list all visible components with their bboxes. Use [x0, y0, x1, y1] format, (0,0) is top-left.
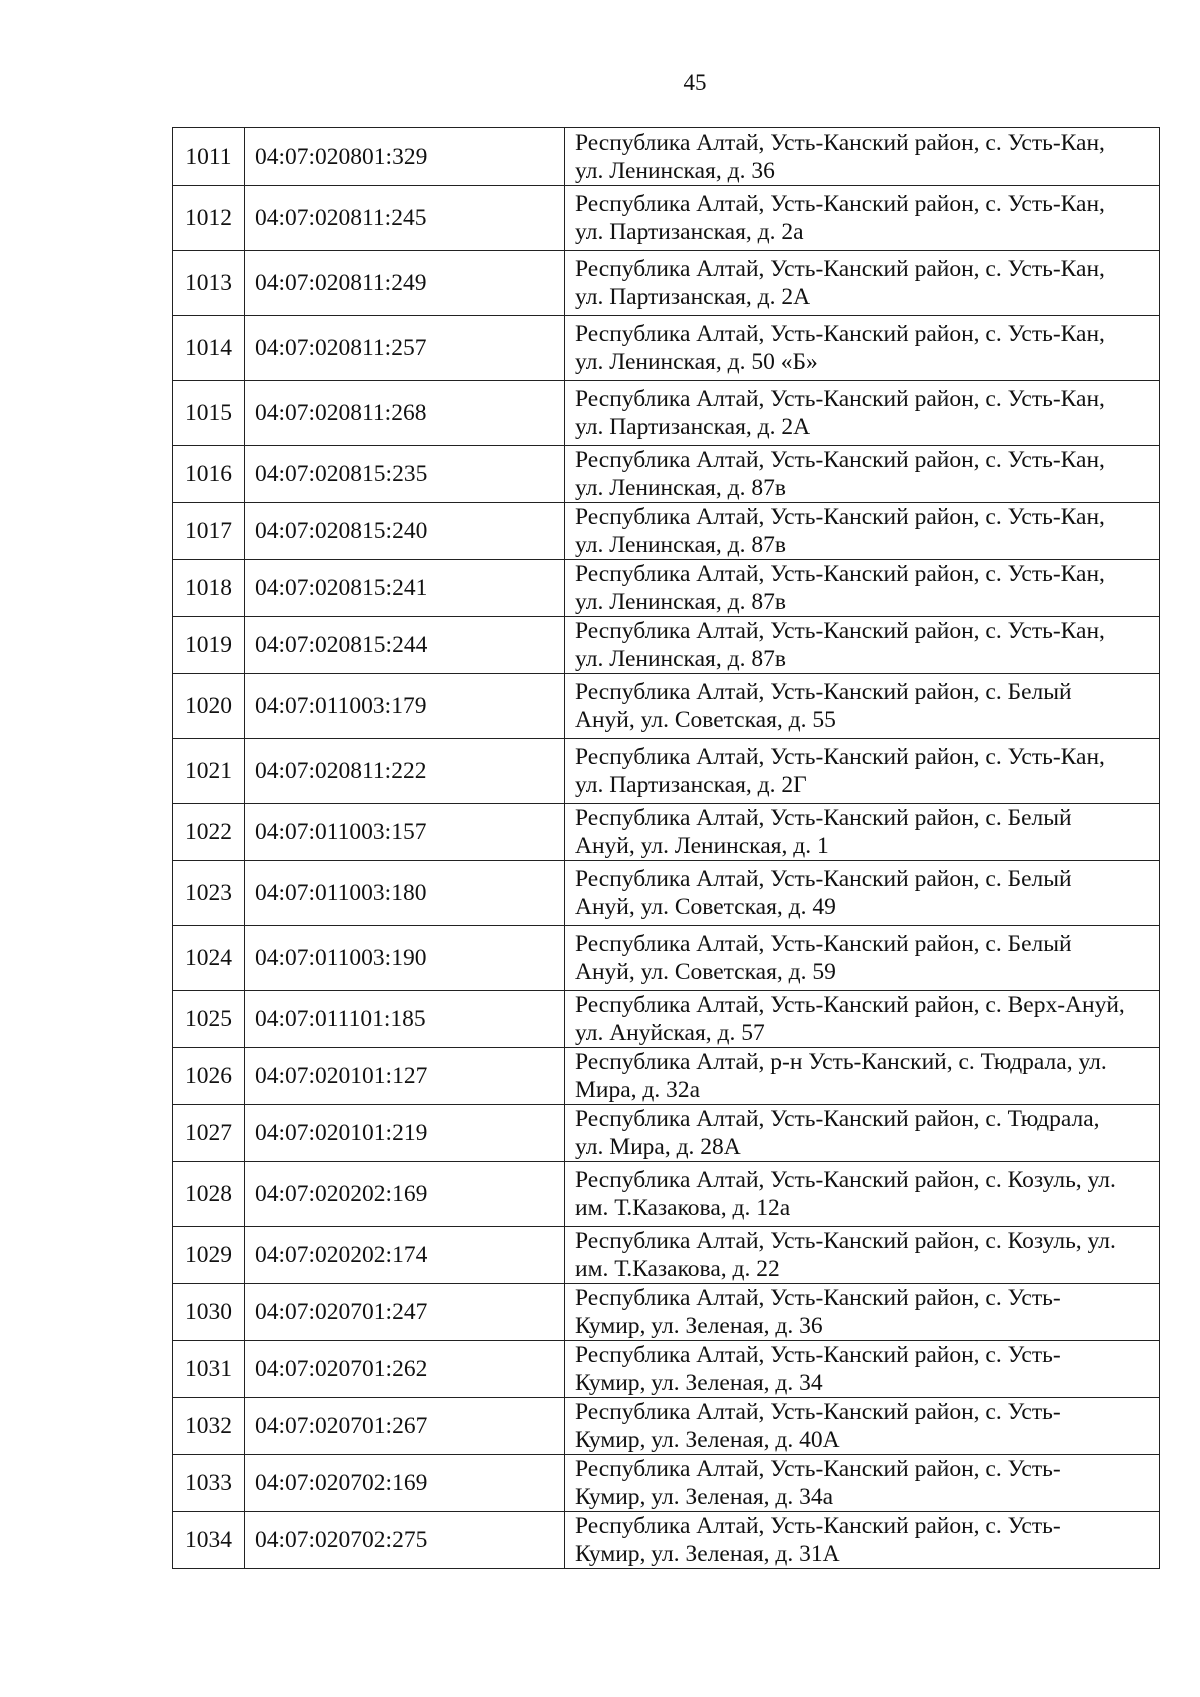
table-row [173, 251, 1160, 316]
registry-table [172, 127, 1160, 1569]
table-row [173, 739, 1160, 804]
cadastral-number-cell: 04:07:020702:169 [245, 1455, 565, 1512]
row-number-cell: 1033 [173, 1455, 245, 1512]
cadastral-number-cell: 04:07:020811:268 [245, 381, 565, 446]
cadastral-number-cell: 04:07:020701:262 [245, 1341, 565, 1398]
table-row [173, 1227, 1160, 1284]
cadastral-number-cell: 04:07:020202:169 [245, 1162, 565, 1227]
row-number-cell: 1034 [173, 1512, 245, 1569]
address-cell: Республика Алтай, Усть-Канский район, с. Усть- Кумир, ул. Зеленая, д. 34 [565, 1341, 1160, 1398]
table-row [173, 1105, 1160, 1162]
table-row [173, 446, 1160, 503]
row-number-cell: 1024 [173, 926, 245, 991]
address-cell: Республика Алтай, Усть-Канский район, с. Усть- Кумир, ул. Зеленая, д. 34а [565, 1455, 1160, 1512]
address-cell: Республика Алтай, Усть-Канский район, с. Белый Ануй, ул. Советская, д. 55 [565, 674, 1160, 739]
address-cell: Республика Алтай, Усть-Канский район, с. Усть-Кан, ул. Ленинская, д. 87в [565, 446, 1160, 503]
table-row [173, 804, 1160, 861]
cadastral-number-cell: 04:07:020815:244 [245, 617, 565, 674]
table-row [173, 1512, 1160, 1569]
table-row [173, 1455, 1160, 1512]
address-cell: Республика Алтай, Усть-Канский район, с. Усть-Кан, ул. Ленинская, д. 50 «Б» [565, 316, 1160, 381]
cadastral-number-cell: 04:07:020811:245 [245, 186, 565, 251]
row-number-cell: 1026 [173, 1048, 245, 1105]
address-cell: Республика Алтай, Усть-Канский район, с. Верх-Ануй, ул. Ануйская, д. 57 [565, 991, 1160, 1048]
row-number-cell: 1029 [173, 1227, 245, 1284]
table-row [173, 674, 1160, 739]
table-row [173, 128, 1160, 186]
cadastral-number-cell: 04:07:020811:249 [245, 251, 565, 316]
address-cell: Республика Алтай, Усть-Канский район, с. Усть-Кан, ул. Ленинская, д. 36 [565, 128, 1160, 186]
table-row [173, 1162, 1160, 1227]
row-number-cell: 1015 [173, 381, 245, 446]
row-number-cell: 1017 [173, 503, 245, 560]
cadastral-number-cell: 04:07:011003:180 [245, 861, 565, 926]
row-number-cell: 1018 [173, 560, 245, 617]
cadastral-number-cell: 04:07:011101:185 [245, 991, 565, 1048]
cadastral-number-cell: 04:07:011003:190 [245, 926, 565, 991]
address-cell: Республика Алтай, Усть-Канский район, с. Усть-Кан, ул. Ленинская, д. 87в [565, 503, 1160, 560]
cadastral-number-cell: 04:07:020701:247 [245, 1284, 565, 1341]
row-number-cell: 1025 [173, 991, 245, 1048]
address-cell: Республика Алтай, Усть-Канский район, с. Усть-Кан, ул. Партизанская, д. 2а [565, 186, 1160, 251]
address-cell: Республика Алтай, Усть-Канский район, с. Усть-Кан, ул. Партизанская, д. 2А [565, 381, 1160, 446]
table-row [173, 1341, 1160, 1398]
table-row [173, 861, 1160, 926]
cadastral-number-cell: 04:07:020811:222 [245, 739, 565, 804]
cadastral-number-cell: 04:07:020101:219 [245, 1105, 565, 1162]
table-row [173, 926, 1160, 991]
row-number-cell: 1023 [173, 861, 245, 926]
cadastral-number-cell: 04:07:020202:174 [245, 1227, 565, 1284]
address-cell: Республика Алтай, Усть-Канский район, с. Усть- Кумир, ул. Зеленая, д. 31А [565, 1512, 1160, 1569]
cadastral-number-cell: 04:07:020101:127 [245, 1048, 565, 1105]
table-body [173, 128, 1160, 1569]
cadastral-number-cell: 04:07:020815:235 [245, 446, 565, 503]
address-cell: Республика Алтай, Усть-Канский район, с. Усть-Кан, ул. Партизанская, д. 2А [565, 251, 1160, 316]
row-number-cell: 1020 [173, 674, 245, 739]
table-row [173, 381, 1160, 446]
table-row [173, 617, 1160, 674]
address-cell: Республика Алтай, р-н Усть-Канский, с. Тюдрала, ул. Мира, д. 32а [565, 1048, 1160, 1105]
cadastral-number-cell: 04:07:020815:241 [245, 560, 565, 617]
row-number-cell: 1032 [173, 1398, 245, 1455]
address-cell: Республика Алтай, Усть-Канский район, с. Усть-Кан, ул. Партизанская, д. 2Г [565, 739, 1160, 804]
address-cell: Республика Алтай, Усть-Канский район, с. Белый Ануй, ул. Ленинская, д. 1 [565, 804, 1160, 861]
table-row [173, 1398, 1160, 1455]
row-number-cell: 1027 [173, 1105, 245, 1162]
table-row [173, 186, 1160, 251]
address-cell: Республика Алтай, Усть-Канский район, с. Усть- Кумир, ул. Зеленая, д. 40А [565, 1398, 1160, 1455]
table-row [173, 503, 1160, 560]
row-number-cell: 1014 [173, 316, 245, 381]
table-row [173, 316, 1160, 381]
row-number-cell: 1028 [173, 1162, 245, 1227]
row-number-cell: 1021 [173, 739, 245, 804]
table-row [173, 1048, 1160, 1105]
cadastral-number-cell: 04:07:020815:240 [245, 503, 565, 560]
address-cell: Республика Алтай, Усть-Канский район, с. Белый Ануй, ул. Советская, д. 59 [565, 926, 1160, 991]
row-number-cell: 1030 [173, 1284, 245, 1341]
address-cell: Республика Алтай, Усть-Канский район, с. Усть-Кан, ул. Ленинская, д. 87в [565, 560, 1160, 617]
cadastral-number-cell: 04:07:011003:179 [245, 674, 565, 739]
row-number-cell: 1013 [173, 251, 245, 316]
cadastral-number-cell: 04:07:020702:275 [245, 1512, 565, 1569]
cadastral-number-cell: 04:07:020701:267 [245, 1398, 565, 1455]
row-number-cell: 1022 [173, 804, 245, 861]
table-row [173, 1284, 1160, 1341]
row-number-cell: 1011 [173, 128, 245, 186]
cadastral-number-cell: 04:07:011003:157 [245, 804, 565, 861]
page-number: 45 [683, 70, 707, 95]
address-cell: Республика Алтай, Усть-Канский район, с. Козуль, ул. им. Т.Казакова, д. 22 [565, 1227, 1160, 1284]
table-row [173, 560, 1160, 617]
address-cell: Республика Алтай, Усть-Канский район, с. Тюдрала, ул. Мира, д. 28А [565, 1105, 1160, 1162]
address-cell: Республика Алтай, Усть-Канский район, с. Козуль, ул. им. Т.Казакова, д. 12а [565, 1162, 1160, 1227]
row-number-cell: 1016 [173, 446, 245, 503]
cadastral-number-cell: 04:07:020811:257 [245, 316, 565, 381]
row-number-cell: 1019 [173, 617, 245, 674]
cadastral-number-cell: 04:07:020801:329 [245, 128, 565, 186]
address-cell: Республика Алтай, Усть-Канский район, с. Белый Ануй, ул. Советская, д. 49 [565, 861, 1160, 926]
address-cell: Республика Алтай, Усть-Канский район, с. Усть-Кан, ул. Ленинская, д. 87в [565, 617, 1160, 674]
row-number-cell: 1031 [173, 1341, 245, 1398]
table-row [173, 991, 1160, 1048]
row-number-cell: 1012 [173, 186, 245, 251]
address-cell: Республика Алтай, Усть-Канский район, с. Усть- Кумир, ул. Зеленая, д. 36 [565, 1284, 1160, 1341]
